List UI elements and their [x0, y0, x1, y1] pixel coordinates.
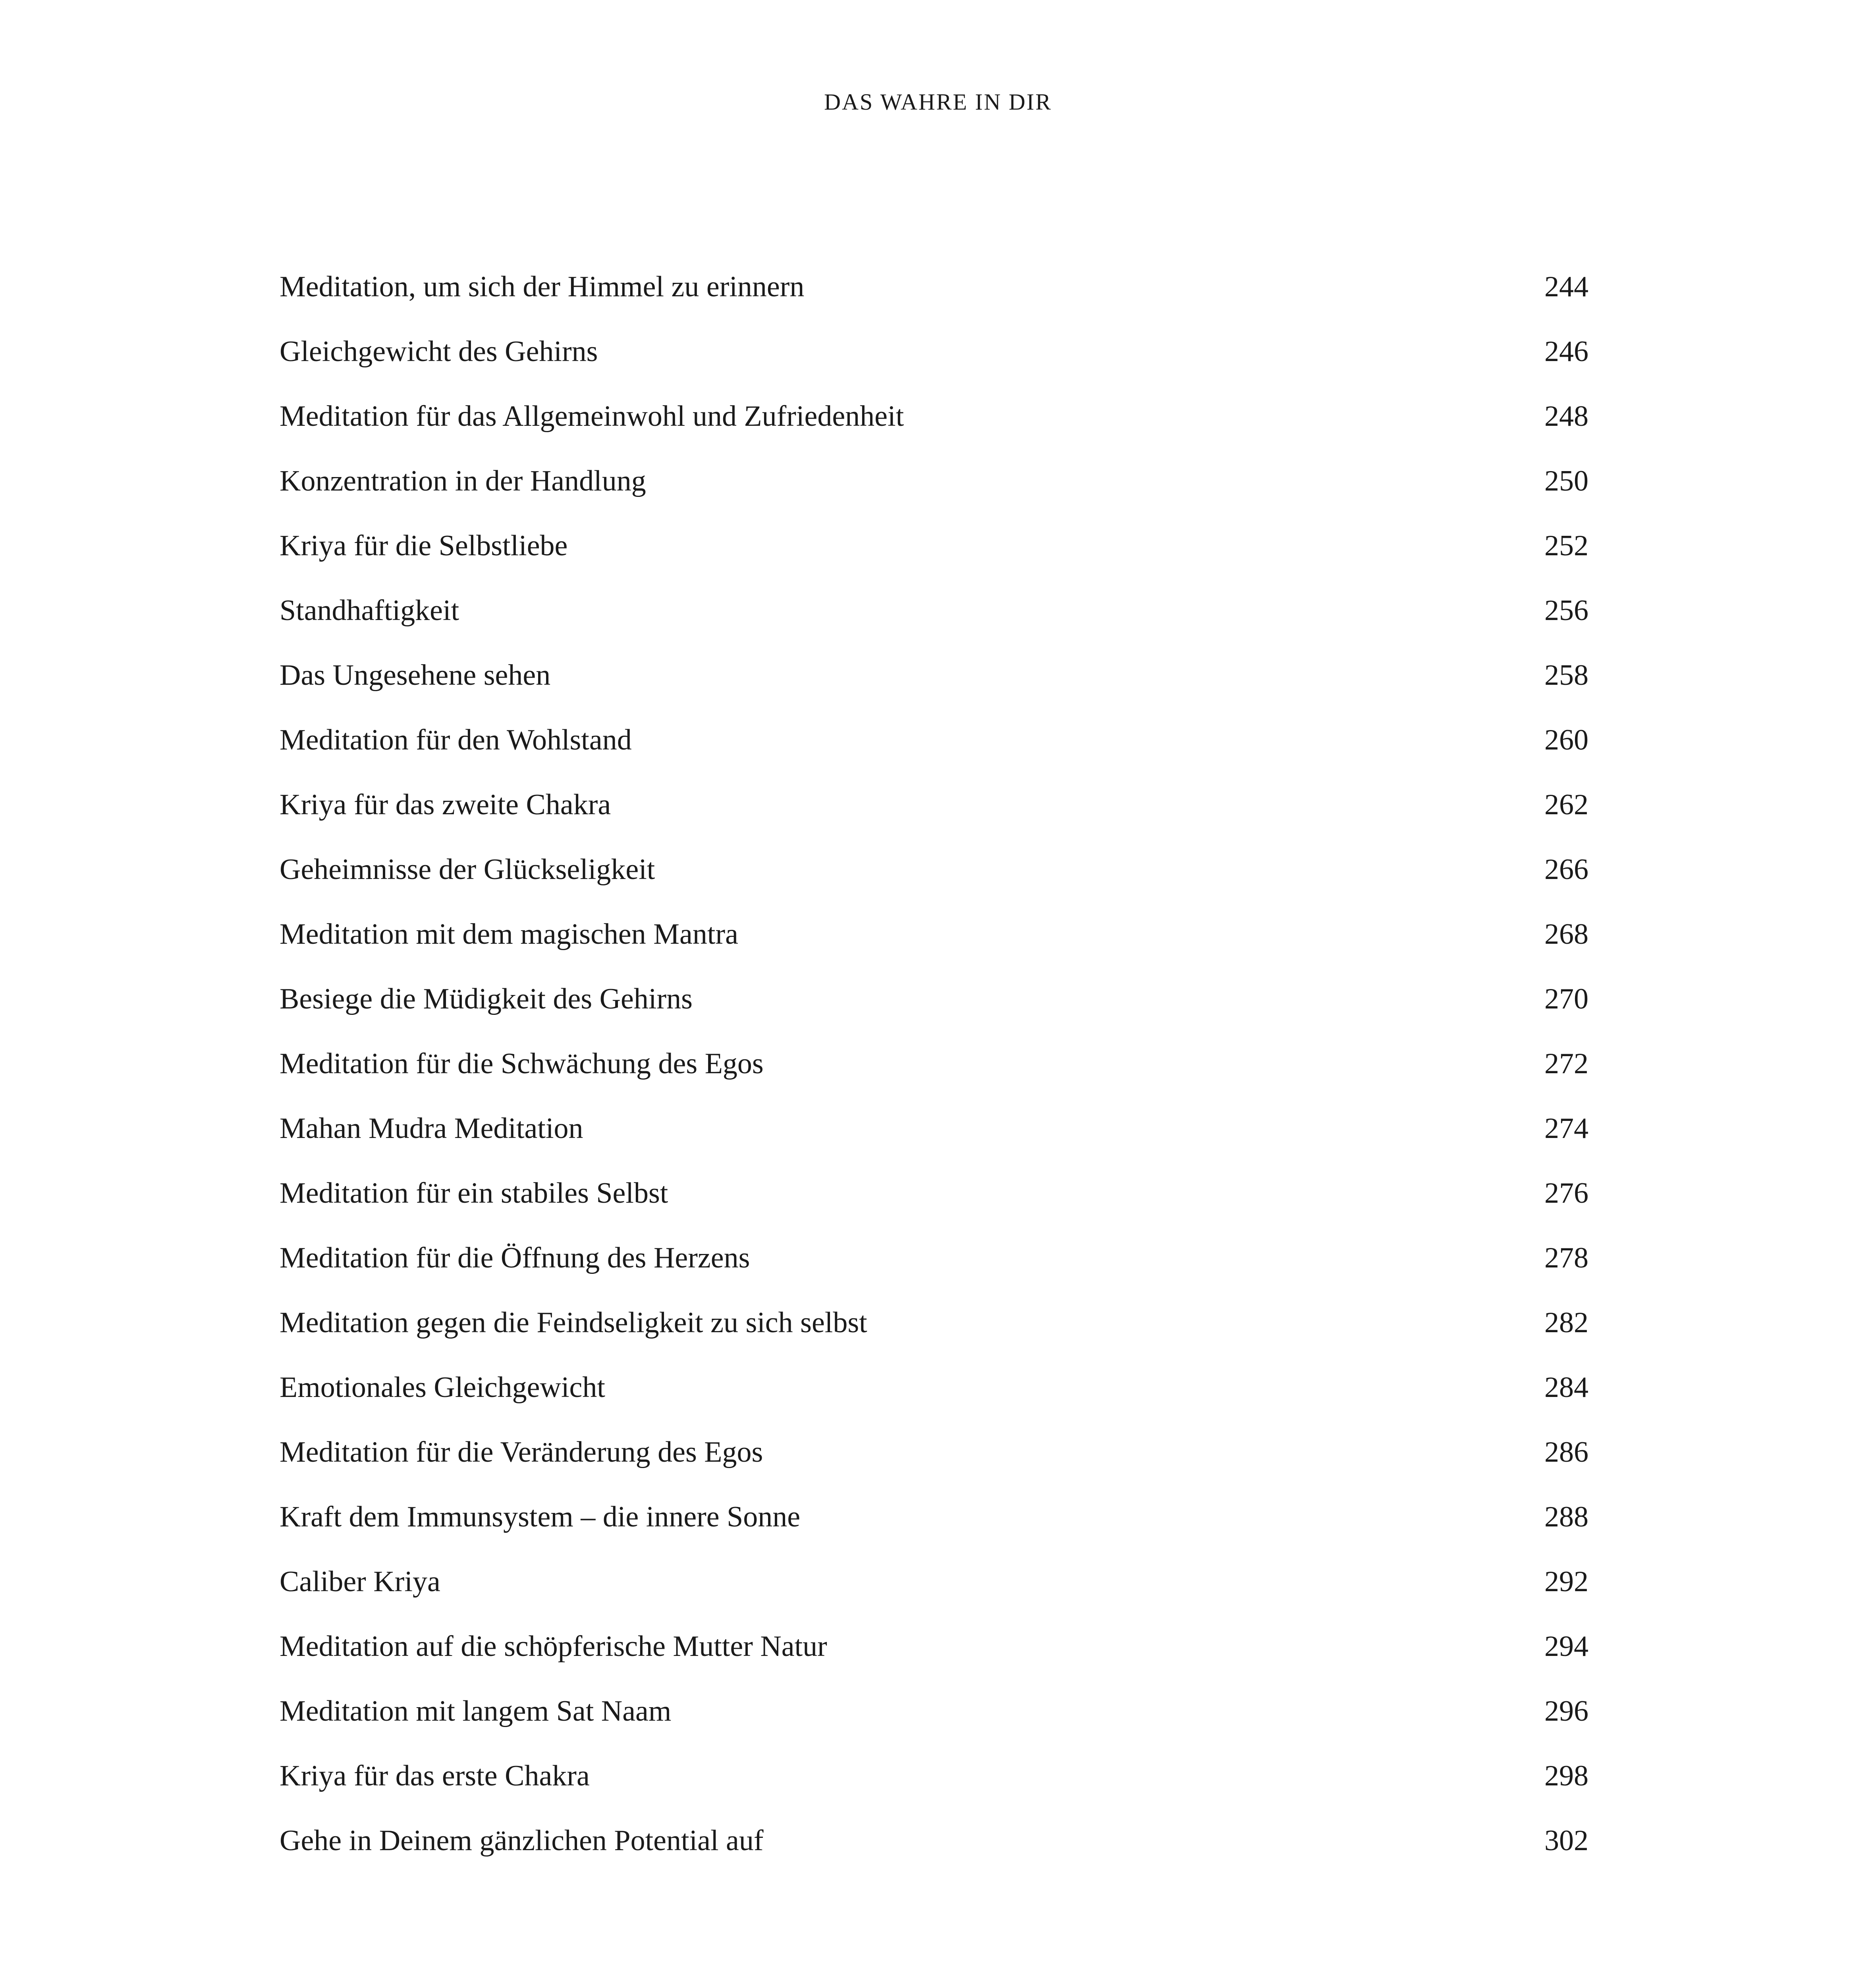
toc-entry-page: 298 [1544, 1760, 1588, 1792]
toc-entry-page: 292 [1544, 1565, 1588, 1598]
toc-entry[interactable] [280, 591, 1588, 655]
toc-entry-page: 284 [1544, 1371, 1588, 1404]
toc-entry[interactable] [280, 914, 1588, 979]
running-head: DAS WAHRE IN DIR [824, 89, 1052, 115]
toc-entry-title: Meditation gegen die Feindseligkeit zu sich selbst [280, 1306, 867, 1339]
toc-entry[interactable] [280, 332, 1588, 396]
toc-entry-page: 276 [1544, 1177, 1588, 1209]
toc-entry[interactable] [280, 1368, 1588, 1432]
toc-entry[interactable] [280, 785, 1588, 850]
toc-entry-page: 294 [1544, 1630, 1588, 1663]
toc-entry[interactable] [280, 850, 1588, 914]
toc-entry[interactable] [280, 1173, 1588, 1238]
toc-entry-page: 260 [1544, 724, 1588, 756]
toc-entry[interactable] [280, 1303, 1588, 1368]
toc-entry-page: 282 [1544, 1306, 1588, 1339]
toc-entry-title: Meditation, um sich der Himmel zu erinnern [280, 270, 805, 303]
toc-entry[interactable] [280, 1497, 1588, 1562]
toc-entry[interactable] [280, 655, 1588, 720]
toc-entry-title: Besiege die Müdigkeit des Gehirns [280, 983, 693, 1015]
table-of-contents [280, 267, 1588, 1886]
toc-entry-title: Kriya für das zweite Chakra [280, 788, 611, 821]
toc-entry-page: 258 [1544, 659, 1588, 692]
toc-entry-title: Meditation auf die schöpferische Mutter Natur [280, 1630, 827, 1663]
toc-entry-title: Caliber Kriya [280, 1565, 440, 1598]
toc-entry-title: Meditation mit langem Sat Naam [280, 1695, 672, 1727]
toc-entry-title: Gleichgewicht des Gehirns [280, 335, 598, 368]
toc-entry[interactable] [280, 396, 1588, 461]
toc-entry-page: 256 [1544, 594, 1588, 627]
toc-entry-page: 266 [1544, 853, 1588, 886]
toc-entry[interactable] [280, 1044, 1588, 1109]
toc-entry-page: 302 [1544, 1824, 1588, 1857]
toc-entry-title: Meditation für die Öffnung des Herzens [280, 1242, 750, 1274]
toc-entry[interactable] [280, 1756, 1588, 1821]
toc-entry-title: Meditation mit dem magischen Mantra [280, 918, 738, 950]
toc-entry-title: Emotionales Gleichgewicht [280, 1371, 605, 1404]
toc-entry-page: 252 [1544, 529, 1588, 562]
toc-entry-page: 274 [1544, 1112, 1588, 1145]
toc-entry[interactable] [280, 526, 1588, 591]
toc-entry-page: 244 [1544, 270, 1588, 303]
toc-entry[interactable] [280, 1109, 1588, 1173]
toc-entry-page: 296 [1544, 1695, 1588, 1727]
toc-entry-page: 262 [1544, 788, 1588, 821]
toc-entry-title: Meditation für den Wohlstand [280, 724, 632, 756]
toc-entry[interactable] [280, 1691, 1588, 1756]
toc-entry-title: Gehe in Deinem gänzlichen Potential auf [280, 1824, 764, 1857]
toc-entry-title: Standhaftigkeit [280, 594, 459, 627]
toc-entry-title: Meditation für die Schwächung des Egos [280, 1047, 764, 1080]
toc-entry[interactable] [280, 1432, 1588, 1497]
toc-entry[interactable] [280, 720, 1588, 785]
toc-entry-title: Meditation für ein stabiles Selbst [280, 1177, 668, 1209]
toc-entry-page: 268 [1544, 918, 1588, 950]
toc-entry-title: Kriya für das erste Chakra [280, 1760, 590, 1792]
toc-entry-page: 270 [1544, 983, 1588, 1015]
toc-entry-page: 248 [1544, 400, 1588, 433]
toc-entry[interactable] [280, 979, 1588, 1044]
toc-entry-page: 288 [1544, 1501, 1588, 1533]
toc-entry-page: 272 [1544, 1047, 1588, 1080]
toc-entry[interactable] [280, 267, 1588, 332]
toc-entry[interactable] [280, 1238, 1588, 1303]
toc-entry[interactable] [280, 461, 1588, 526]
toc-entry-title: Konzentration in der Handlung [280, 465, 646, 497]
toc-entry-page: 250 [1544, 465, 1588, 497]
toc-entry[interactable] [280, 1562, 1588, 1627]
toc-entry-title: Kraft dem Immunsystem – die innere Sonne [280, 1501, 801, 1533]
toc-entry[interactable] [280, 1821, 1588, 1886]
toc-entry-page: 286 [1544, 1436, 1588, 1468]
toc-entry[interactable] [280, 1627, 1588, 1691]
toc-entry-page: 278 [1544, 1242, 1588, 1274]
toc-entry-title: Kriya für die Selbstliebe [280, 529, 568, 562]
toc-entry-title: Geheimnisse der Glückseligkeit [280, 853, 655, 886]
toc-entry-title: Das Ungesehene sehen [280, 659, 551, 692]
toc-entry-title: Mahan Mudra Meditation [280, 1112, 583, 1145]
toc-entry-page: 246 [1544, 335, 1588, 368]
toc-entry-title: Meditation für das Allgemeinwohl und Zufriedenheit [280, 400, 904, 433]
toc-entry-title: Meditation für die Veränderung des Egos [280, 1436, 763, 1468]
